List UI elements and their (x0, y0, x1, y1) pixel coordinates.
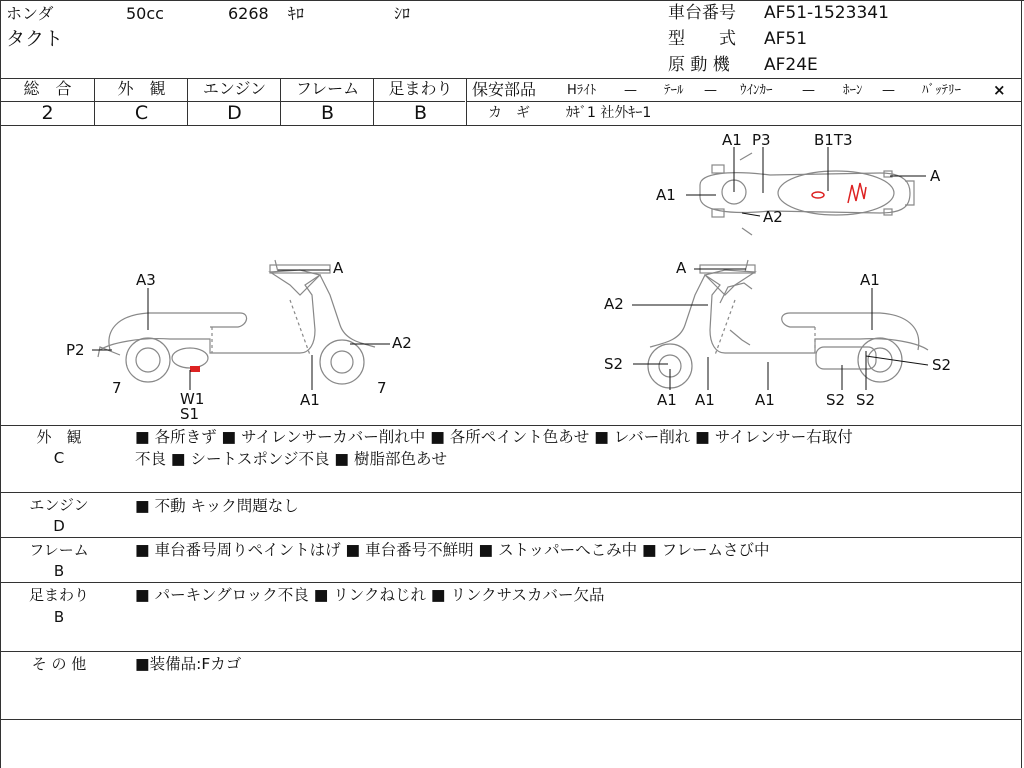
maker: ホンダ (6, 4, 54, 23)
key-label: カ ギ (488, 105, 530, 121)
chassis-label: 車台番号 (668, 3, 736, 23)
grade-label-exterior: 外 観 (117, 79, 166, 98)
section-divider-4 (0, 651, 1022, 652)
key-value: ｶｷﾞ1 社外ｷｰ1 (566, 105, 652, 121)
diagram-part-label: S2 (826, 391, 846, 409)
safety-status-battery: × (993, 81, 1006, 99)
color: ｼﾛ (394, 4, 411, 23)
diagram-part-label: 7 (377, 379, 387, 397)
left-view-muffler (172, 348, 208, 368)
section-grade-suspension: B (53, 608, 65, 626)
diagram-part-label: S2 (856, 391, 876, 409)
type-label: 型 式 (668, 29, 736, 49)
section-grade-frame: B (53, 562, 65, 580)
chassis-value: AF51-1523341 (764, 3, 889, 23)
mileage: 6268 (228, 4, 269, 23)
section-divider-5 (0, 719, 1022, 720)
section-text-other: ■装備品:Fカゴ (135, 655, 242, 673)
diagram-part-label: A1 (860, 271, 880, 289)
section-grade-exterior: C (53, 449, 65, 467)
section-label-other: そ の 他 (31, 655, 87, 673)
diagram-part-label: W1 (180, 390, 205, 408)
top-view-handle-right (730, 330, 750, 345)
diagram-part-label: P2 (66, 341, 85, 359)
section-text-suspension: ■ パーキングロック不良 ■ リンクねじれ ■ リンクサスカバー欠品 (135, 586, 605, 604)
grade-label-frame: フレーム (295, 79, 360, 98)
section-text-engine: ■ 不動 キック問題なし (135, 497, 299, 515)
right-view-seat-body (782, 313, 919, 350)
diagram-part-label: A2 (763, 208, 783, 226)
diagram-part-label: A1 (755, 391, 775, 409)
section-text-frame: ■ 車台番号周りペイントはげ ■ 車台番号不鮮明 ■ ストッパーへこみ中 ■ フレームさび中 (135, 541, 770, 559)
safety-status-winker: — (802, 83, 815, 98)
displacement: 50cc (126, 4, 164, 23)
diagram-part-label: A1 (722, 131, 742, 149)
right-view-labels (604, 259, 951, 409)
top-view-leaders (686, 147, 926, 216)
safety-title: 保安部品 (472, 80, 537, 99)
grade-value-engine: D (227, 102, 242, 124)
section-label-suspension: 足まわり (28, 586, 89, 604)
engine-label: 原 動 機 (668, 55, 730, 75)
safety-status-horn: — (882, 83, 895, 98)
diagram-part-label: A2 (604, 295, 624, 313)
diagram-part-label: S2 (604, 355, 624, 373)
safety-item-horn: ﾎｰﾝ (843, 83, 863, 98)
diagram-part-label: A2 (392, 334, 412, 352)
safety-mid (466, 101, 1022, 102)
grade-label-overall: 総 合 (23, 79, 72, 98)
left-view-seat-body (109, 313, 247, 350)
left-view-handlebar (270, 270, 320, 295)
top-view-scooter (700, 153, 914, 345)
top-view-handle-left (720, 283, 752, 303)
section-text-exterior-2: 不良 ■ シートスポンジ不良 ■ 樹脂部色あせ (135, 450, 447, 468)
section-label-frame: フレーム (29, 541, 89, 559)
diagram-part-label: S2 (932, 356, 952, 374)
diagram-part-label: 7 (112, 379, 122, 397)
right-view-muffler (816, 347, 876, 369)
diagram-part-label: A1 (300, 391, 320, 409)
diagram-part-label: A1 (695, 391, 715, 409)
scooter-diagram (0, 125, 1022, 425)
diagram-part-label: A1 (656, 186, 676, 204)
section-label-engine: エンジン (29, 496, 89, 514)
left-view-rear-wheel (126, 338, 170, 382)
model-name: タクト (6, 28, 64, 50)
mileage-unit: ｷﾛ (288, 4, 305, 23)
safety-status-tail: — (704, 83, 717, 98)
engine-value: AF24E (764, 55, 818, 75)
grade-value-overall: 2 (41, 102, 54, 124)
diagram-part-label: A (676, 259, 687, 277)
diagram-part-label: P3 (752, 131, 771, 149)
diagram-part-label: A3 (136, 271, 156, 289)
top-view-mirror-left (712, 165, 724, 173)
safety-status-headlight: — (624, 83, 637, 98)
section-divider-0 (0, 425, 1022, 426)
section-label-exterior: 外 観 (36, 428, 82, 446)
right-view-scooter (648, 260, 928, 388)
top-view-body (700, 173, 910, 213)
diagram-part-label: A (930, 167, 941, 185)
safety-item-headlight: Hﾗｲﾄ (567, 83, 597, 98)
section-divider-1 (0, 492, 1022, 493)
section-grade-engine: D (53, 517, 65, 535)
safety-item-winker: ｳｲﾝｶｰ (740, 83, 773, 98)
section-text-exterior-1: ■ 各所きず ■ サイレンサーカバー削れ中 ■ 各所ペイント色あせ ■ レバー削れ ■ サイレンサー右取付 (135, 428, 853, 446)
left-view-labels (66, 259, 412, 423)
grade-label-engine: エンジン (202, 79, 267, 98)
left-view-front-wheel (320, 340, 364, 384)
diagram-part-label: B1T3 (814, 131, 853, 149)
diagram-part-label: A (333, 259, 344, 277)
left-view-damage-mark (190, 366, 200, 372)
section-divider-2 (0, 537, 1022, 538)
grade-value-frame: B (320, 102, 335, 124)
damage-scribble (812, 183, 866, 203)
type-value: AF51 (764, 29, 808, 49)
grade-value-exterior: C (134, 102, 149, 124)
top-view-seat (778, 171, 894, 215)
grade-label-suspension: 足まわり (388, 79, 453, 98)
safety-item-battery: ﾊﾞｯﾃﾘｰ (922, 83, 961, 98)
section-divider-3 (0, 582, 1022, 583)
border-top (0, 0, 1024, 1)
right-view-handlebar (705, 270, 755, 295)
grade-value-suspension: B (413, 102, 428, 124)
diagram-part-label: S1 (180, 405, 200, 423)
safety-item-tail: ﾃｰﾙ (664, 83, 684, 98)
diagram-part-label: A1 (657, 391, 677, 409)
